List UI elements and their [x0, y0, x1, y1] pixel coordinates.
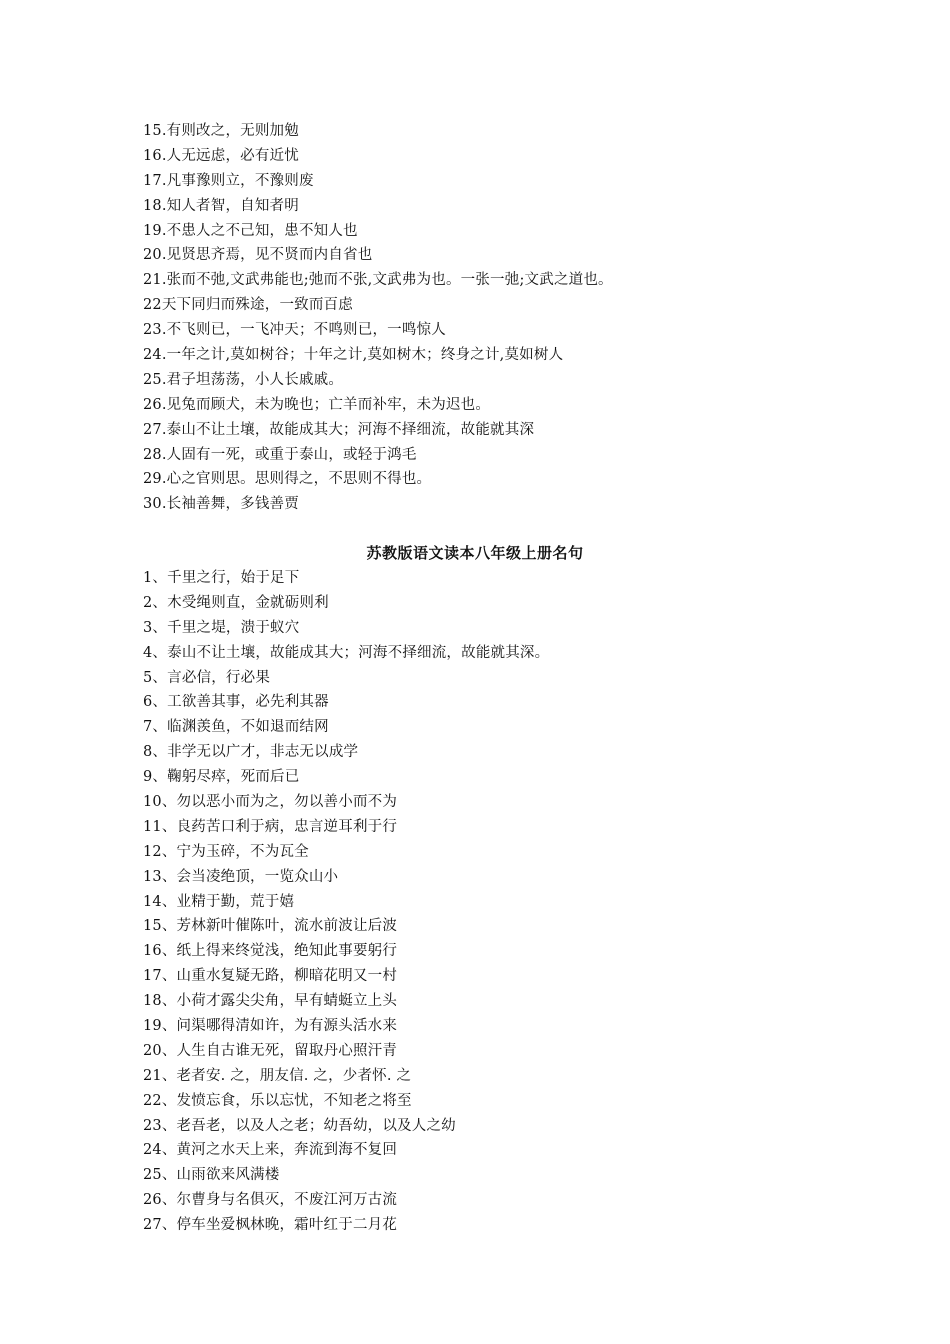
quote-line: 20、人生自古谁无死，留取丹心照汗青 — [143, 1042, 398, 1059]
quote-line: 22天下同归而殊途，一致而百虑 — [143, 297, 353, 314]
quote-line: 18.知人者智，自知者明 — [143, 197, 299, 214]
quote-line: 17.凡事豫则立，不豫则废 — [143, 172, 314, 189]
quote-line: 19.不患人之不己知，患不知人也 — [143, 222, 358, 239]
quote-line: 25、山雨欲来风满楼 — [143, 1167, 280, 1184]
quote-line: 23.不飞则已，一飞冲天；不鸣则已，一鸣惊人 — [143, 322, 446, 339]
quote-line: 29.心之官则思。思则得之，不思则不得也。 — [143, 471, 432, 488]
quotes-list-part-1 — [143, 119, 823, 517]
quote-line: 22、发愤忘食，乐以忘忧，不知老之将至 — [143, 1092, 412, 1109]
quote-line: 7、临渊羡鱼，不如退而结网 — [143, 719, 329, 736]
quote-line: 8、非学无以广才，非志无以成学 — [143, 744, 359, 761]
quote-line: 15.有则改之，无则加勉 — [143, 123, 299, 139]
quote-line: 28.人固有一死，或重于泰山，或轻于鸿毛 — [143, 446, 417, 463]
quote-line: 10、勿以恶小而为之，勿以善小而不为 — [143, 794, 398, 811]
quote-line: 26、尔曹身与名俱灭，不废江河万古流 — [143, 1192, 398, 1209]
quote-line: 11、良药苦口利于病，忠言逆耳利于行 — [143, 818, 398, 835]
quotes-list-part-2 — [143, 566, 823, 1238]
quote-line: 15、芳林新叶催陈叶，流水前波让后波 — [143, 918, 398, 935]
quote-line: 14、业精于勤，荒于嬉 — [143, 893, 295, 910]
quote-line: 1、千里之行，始于足下 — [143, 570, 300, 586]
quote-line: 25.君子坦荡荡，小人长戚戚。 — [143, 371, 344, 388]
quote-line: 24、黄河之水天上来，奔流到海不复回 — [143, 1142, 398, 1159]
quote-line: 23、老吾老，以及人之老；幼吾幼，以及人之幼 — [143, 1117, 456, 1134]
section-title: 苏教版语文读本八年级上册名句 — [366, 544, 584, 562]
quote-line: 26.见兔而顾犬，未为晚也；亡羊而补牢，未为迟也。 — [143, 396, 491, 413]
quote-line: 21.张而不弛,文武弗能也;弛而不张,文武弗为也。一张一弛;文武之道也。 — [143, 272, 613, 289]
quote-line: 18、小荷才露尖尖角，早有蜻蜓立上头 — [143, 993, 398, 1010]
quote-line: 9、鞠躬尽瘁，死而后已 — [143, 769, 300, 786]
quote-line: 27.泰山不让土壤，故能成其大；河海不择细流，故能就其深 — [143, 421, 535, 438]
quote-line: 6、工欲善其事，必先利其器 — [143, 694, 329, 711]
quote-line: 13、会当凌绝顶，一览众山小 — [143, 868, 339, 885]
quote-line: 24.一年之计,莫如树谷；十年之计,莫如树木；终身之计,莫如树人 — [143, 347, 564, 364]
quote-line: 16.人无远虑，必有近忧 — [143, 147, 299, 164]
quote-line: 12、宁为玉碎，不为瓦全 — [143, 843, 309, 860]
quote-line: 19、问渠哪得清如许，为有源头活水来 — [143, 1018, 398, 1035]
quote-line: 30.长袖善舞，多钱善贾 — [143, 496, 299, 513]
quote-line: 2、木受绳则直，金就砺则利 — [143, 594, 329, 611]
quote-line: 4、泰山不让土壤，故能成其大；河海不择细流，故能就其深。 — [143, 644, 550, 661]
quote-line: 20.见贤思齐焉，见不贤而内自省也 — [143, 247, 373, 264]
quote-line: 21、老者安. 之，朋友信. 之，少者怀. 之 — [143, 1067, 412, 1084]
quote-line: 3、千里之堤，溃于蚁穴 — [143, 619, 300, 636]
quote-line: 17、山重水复疑无路，柳暗花明又一村 — [143, 968, 398, 985]
quote-line: 27、停车坐爱枫林晚，霜叶红于二月花 — [143, 1217, 398, 1234]
quote-line: 5、言必信，行必果 — [143, 669, 271, 686]
quote-line: 16、纸上得来终觉浅，绝知此事要躬行 — [143, 943, 398, 960]
